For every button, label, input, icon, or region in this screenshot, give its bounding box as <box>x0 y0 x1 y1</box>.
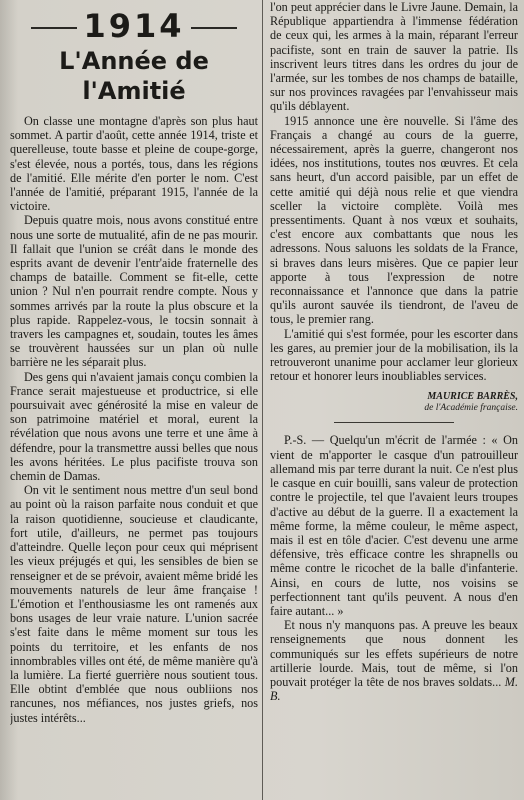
postscript-paragraph-2-text: Et nous n'y manquons pas. A preuve les beaux renseignements que nous donnent les communiqués sur les effets supérieurs de notre artillerie lourde. Mais, tout de même, si l'on pouvait protéger la tête de nos braves soldats... <box>270 618 518 689</box>
author-signature: MAURICE BARRÈS, <box>427 391 518 403</box>
author-affiliation: de l'Académie française. <box>424 403 518 414</box>
left-paragraph-2: Depuis quatre mois, nous avons constitué entre nous une sorte de mutualité, afin de ne pas mourir. Il fallait que l'union se créât dans le monde des esprits avant de devenir l'entr'aide fraternelle des champs de bataille. Comment se fit-elle, cette union ? Nul n'en pourrait rendre compte. Nous y sommes arrivés par la route la plus obscure et la plus rapide. Rappelez-vous, le tocsin sonnait à travers les campagnes et, soudain, toutes les âmes se trouvèrent haussées sur un plan où nulle barrière ne les séparait plus. <box>10 213 258 370</box>
year-text: 1914 <box>83 7 185 45</box>
postscript-paragraph-2 <box>270 618 518 703</box>
right-paragraph-2: 1915 annonce une ère nouvelle. Si l'âme des Français a changé au cours de la guerre, nécessairement, après la guerre, changeront nos idées, nos institutions, toutes nos œuvres. Et cela sans heurt, d'un accord paisible, par un effet de cette amitié qui déjà nous relie et que viendra sceller la victoire complète. Voilà mes pressentiments. Quant à nos vœux et souhaits, c'est encore aux combattants que nous les adressons. Nous saluons les soldats de la France, si braves dans leurs misères. Que ce papier leur apporte à tous l'expression de notre reconnaissance et l'annonce que dans la patrie qu'ils auront sauvée ils tiendront, de l'aveu de tous, le premier rang. <box>270 113 518 327</box>
left-paragraph-4: On vit le sentiment nous mettre d'un seul bond au point où la raison parfaite nous conduit et que la raison quotidienne, soucieuse et claudicante, fort utile, d'ailleurs, ne permet pas toujours d'atteindre. Quelle leçon pour ceux qui méprisent les vieux préjugés et qui, les sensibles de bien se renseigner et de se prévoir, avaient même bridé les mouvements naturels de leur âme française ! L'émotion et l'enthousiasme les ont ramenés aux bons usages de leur vraie nature. L'union sacrée s'est faite dans le même moment sur tous les points du territoire, et les enfants de nos innombrables villes ont été, de même manière qu'à la lumière. La fierté guerrière nous soutient tous. Elle obtint d'emblée que nous oubliions nos rancunes, nos méfiances, nos justes griefs, nos justes intérêts... <box>10 483 258 725</box>
right-column <box>270 0 518 800</box>
column-divider <box>262 0 263 800</box>
year-rule-right <box>191 27 237 29</box>
left-paragraph-3: Des gens qui n'avaient jamais conçu combien la France serait majestueuse et productrice, si elle poursuivait avec générosité la mise en valeur de son patrimoine matériel et moral, eurent la révélation que nous avons une terre et une âme à défendre, pour la transmettre aussi belles que nous les avons héritées. Le plus pacifiste trouva son chemin de Damas. <box>10 369 258 484</box>
postscript-separator <box>334 422 454 423</box>
right-paragraph-1: l'on peut apprécier dans le Livre Jaune. Demain, la République appartiendra à l'immense fédération de ceux qui, les armes à la main, réparant l'erreur pacifiste, sont en train de sauver la patrie. Ils inscrivent leurs titres dans les ordres du jour de l'armée, sur les tombes de nos champs de bataille, sur nos provinces ravagées par l'envahisseur mais qu'ils déblayent. <box>270 0 518 114</box>
article-headline: L'Année de l'Amitié <box>59 47 209 105</box>
article-year-heading <box>10 6 258 46</box>
left-column <box>10 0 258 800</box>
year-rule-left <box>31 27 77 29</box>
right-paragraph-3: L'amitié qui s'est formée, pour les escorter dans les gares, au premier jour de la mobilisation, ils la retrouveront unanime pour acclamer leur glorieux retour et honorer leurs inoubliables services. <box>270 326 518 384</box>
postscript-paragraph-1: P.-S. — Quelqu'un m'écrit de l'armée : « On vient de m'apporter le casque d'un patrouilleur allemand mis par terre durant la nuit. Ce n'est plus le casque en cuir bouilli, sans valeur de protection contre le projectile, tel que l'avaient leurs troupes d'active au début de la guerre. Il a exactement la même forme, la même couleur, le même aspect, mais il est en tôle d'acier. C'est devenu une arme défensive, très efficace contre les shrapnells ou même contre le ricochet de la balle d'infanterie. Ainsi, en cours de lutte, nos voisins se perfectionnent tant qu'ils peuvent. A nous d'en faire autant... » <box>270 433 518 618</box>
postscript-initials: M. B. <box>270 674 518 704</box>
left-paragraph-1: On classe une montagne d'après son plus haut sommet. A partir d'août, cette année 1914, triste et querelleuse, toute basse et pleine de coupe-gorge, s'est élevée, nous a portés, tous, dans les régions de l'amitié. Elle mérite d'en porter le nom. C'est l'année de l'amitié, préparant 1915, l'année de la victoire. <box>10 114 258 214</box>
